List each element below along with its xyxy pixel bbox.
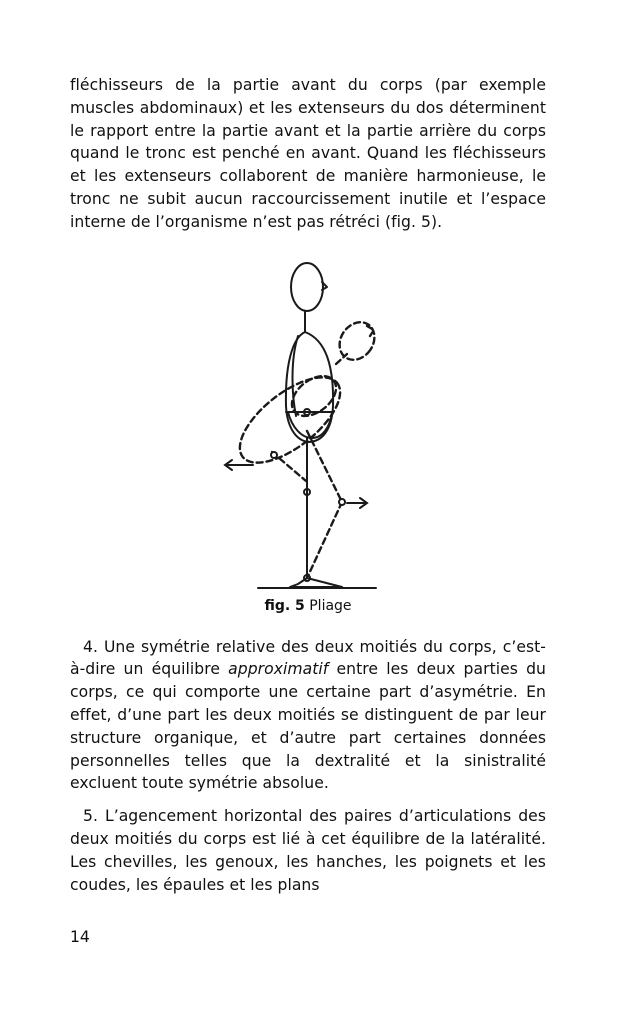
bending-posture-drawing [70, 246, 546, 621]
figure-title: Pliage [309, 597, 352, 614]
bent-elbow-joint [271, 452, 277, 458]
shin-dashed [308, 502, 342, 576]
upright-foot [290, 578, 342, 587]
figure-label: fig. 5 [264, 597, 305, 614]
figure-caption [70, 598, 546, 614]
intro-paragraph: fléchisseurs de la partie avant du corps (par exemple muscles abdominaux) et les extenseurs du dos déterminent le rapport entre la partie avant et la partie arrière du corps quand le tronc est penché en avant. Quand les fléchisseurs et les extenseurs collaborent de manière harmonieuse, le tronc ne subit aucun raccourcissement inutile et l’espace interne de l’organisme n’est pas rétréci (fig. 5). [70, 76, 546, 231]
knee-joint-bent [339, 499, 345, 505]
thigh-dashed [307, 431, 342, 502]
item-4-text-start: 4. Une symétrie relative des deux moitiés du corps, c’est-à-dire un équilibre [70, 637, 546, 679]
upright-head [291, 263, 323, 311]
page-content [70, 74, 546, 896]
item-5-paragraph: 5. L’agencement horizontal des paires d’articulations des deux moitiés du corps est lié à cet équilibre de la latéralité. Les chevilles, les genoux, les hanches, les poignets et les coudes, les épaules et les plans [70, 807, 546, 894]
item-4-emphasis: approximatif [228, 660, 329, 679]
item-4-text-end: entre les deux parties du corps, ce qui comporte une certaine part d’asymétrie. En effet, d’une part les deux moitiés se distinguent de par leur structure organique, et d’autre part certaines données personnelles telles que la dextralité et la sinistralité excluent toute symétrie absolue. [70, 660, 546, 793]
bent-head [332, 315, 381, 366]
bent-face [367, 326, 374, 336]
bent-neck [336, 354, 347, 364]
item-4-paragraph [70, 636, 546, 796]
page-number: 14 [70, 928, 90, 946]
figure-5 [70, 246, 546, 621]
